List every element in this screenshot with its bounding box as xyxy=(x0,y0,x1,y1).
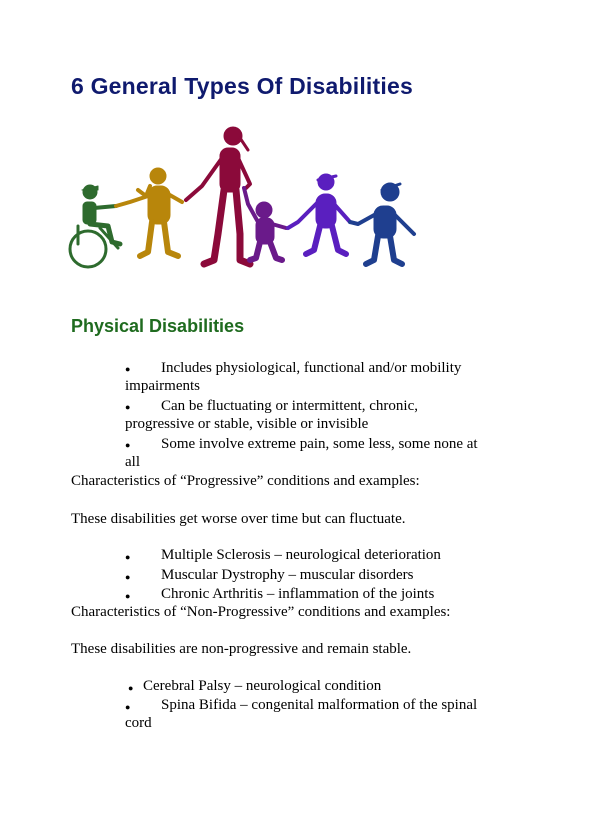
bullet-icon: ● xyxy=(125,364,131,374)
bullet-text: Some involve extreme pain, some less, some none at xyxy=(161,436,478,452)
bullet-icon: ● xyxy=(125,552,131,562)
navy-figure xyxy=(350,183,414,264)
bullet-text: Includes physiological, functional and/or mobility xyxy=(161,360,462,376)
bullet-text: Spina Bifida – congenital malformation of the spinal xyxy=(161,697,478,713)
nonprogressive-description: These disabilities are non-progressive and remain stable. xyxy=(71,641,412,657)
bullet-text: Multiple Sclerosis – neurological deterioration xyxy=(161,547,441,563)
bullet-text-continued: progressive or stable, visible or invisible xyxy=(125,416,369,432)
violet-figure xyxy=(288,174,350,254)
people-holding-hands-illustration xyxy=(68,124,418,272)
bullet-text: Cerebral Palsy – neurological condition xyxy=(143,678,382,694)
gold-figure xyxy=(116,168,182,256)
section-title: Physical Disabilities xyxy=(71,316,245,336)
crimson-figure xyxy=(186,127,250,264)
bullet-icon: ● xyxy=(125,572,131,582)
page-title: 6 General Types Of Disabilities xyxy=(71,73,413,99)
bullet-icon: ● xyxy=(125,702,131,712)
wheelchair-figure xyxy=(70,185,120,267)
progressive-description: These disabilities get worse over time but can fluctuate. xyxy=(71,511,406,527)
bullet-icon: ● xyxy=(125,402,131,412)
bullet-text: Can be fluctuating or intermittent, chronic, xyxy=(161,398,419,414)
bullet-text: Muscular Dystrophy – muscular disorders xyxy=(161,567,414,583)
purple-figure xyxy=(244,188,286,260)
bullet-text: Chronic Arthritis – inflammation of the joints xyxy=(161,586,435,602)
bullet-text-continued: cord xyxy=(125,715,152,731)
progressive-heading: Characteristics of “Progressive” conditions and examples: xyxy=(71,473,420,489)
bullet-text-continued: all xyxy=(125,454,140,470)
bullet-icon: ● xyxy=(125,591,131,601)
bullet-icon: ● xyxy=(128,683,134,693)
bullet-icon: ● xyxy=(125,440,131,450)
bullet-text-continued: impairments xyxy=(125,378,200,394)
nonprogressive-heading: Characteristics of “Non-Progressive” conditions and examples: xyxy=(71,604,451,620)
